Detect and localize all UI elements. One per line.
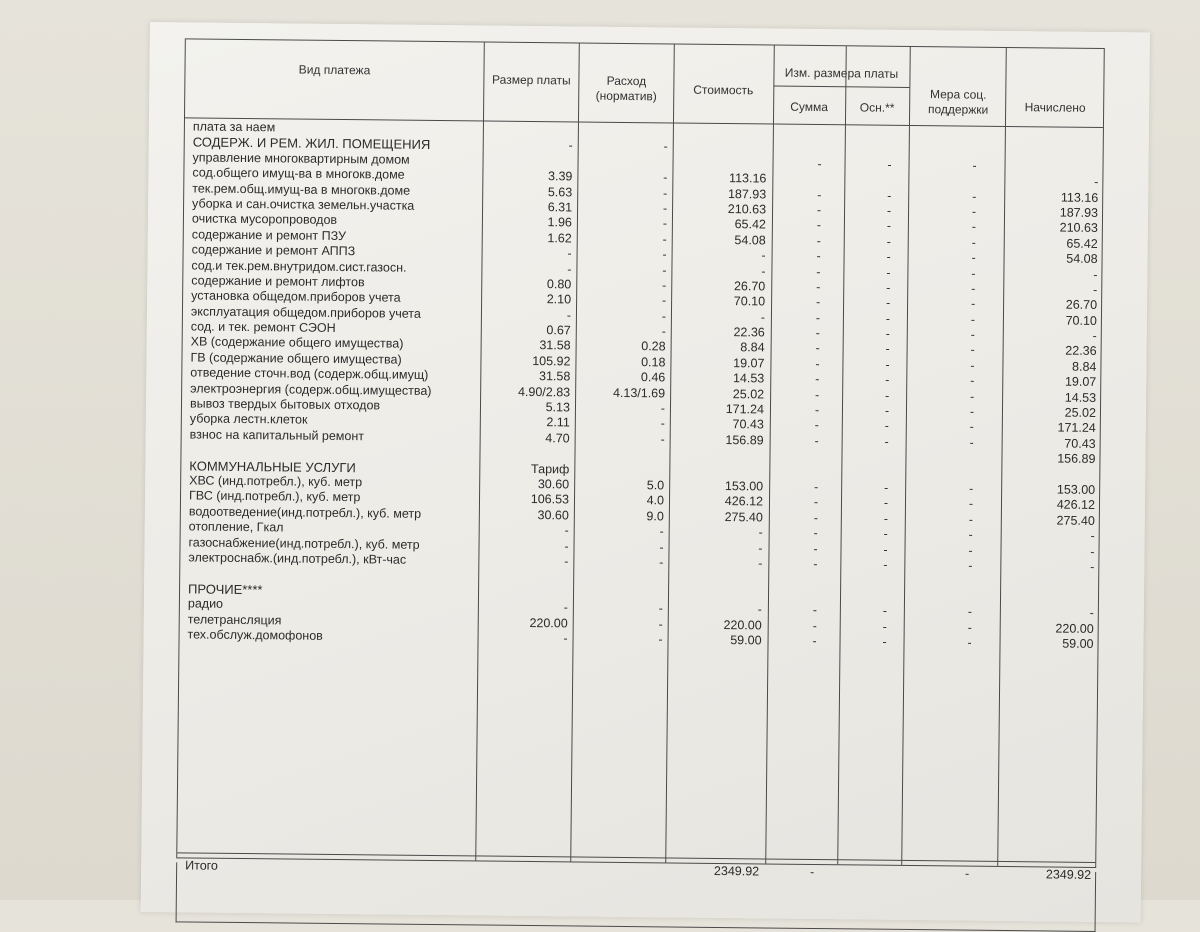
row-name: отопление, Гкал — [188, 519, 284, 535]
row-use: - — [662, 185, 668, 200]
row-mera: - — [971, 204, 977, 219]
row-nachisleno: - — [1089, 605, 1094, 621]
row-osn: - — [883, 557, 888, 572]
row-cost: 54.08 — [734, 232, 766, 248]
row-nachisleno: - — [1092, 328, 1097, 344]
row-size: - — [563, 600, 568, 615]
row-sum: - — [816, 249, 821, 264]
row-osn: - — [887, 188, 892, 203]
row-cost: - — [760, 310, 766, 325]
row-size: 1.96 — [547, 215, 572, 230]
row-cost: 113.16 — [729, 171, 767, 186]
row-use — [575, 585, 663, 586]
row-use: - — [662, 216, 667, 231]
row-size — [482, 446, 570, 447]
row-name: телетрансляция — [187, 611, 282, 627]
row-cost: - — [761, 248, 766, 263]
row-use — [577, 447, 665, 448]
row-mera: - — [969, 435, 974, 450]
header-subrule — [773, 86, 909, 88]
total-cost: 2349.92 — [713, 863, 760, 879]
total-sum: - — [809, 864, 815, 880]
row-use: - — [662, 278, 667, 293]
row-size — [480, 569, 568, 570]
row-osn: - — [886, 234, 891, 249]
row-sum: - — [816, 202, 822, 217]
row-sum: - — [817, 187, 822, 202]
row-mera: - — [971, 219, 977, 235]
row-size: 30.60 — [537, 477, 570, 492]
row-use — [575, 570, 663, 571]
row-sum: - — [816, 264, 821, 279]
row-nachisleno: 210.63 — [1059, 220, 1098, 236]
row-sum: - — [814, 433, 819, 448]
row-use: - — [663, 170, 668, 185]
row-nachisleno: 8.84 — [1072, 359, 1097, 374]
row-mera — [940, 574, 1000, 575]
row-cost — [675, 155, 767, 156]
row-mera: - — [967, 604, 973, 619]
row-name: ХВС (инд.потребл.), куб. метр — [189, 473, 363, 490]
row-size: 30.60 — [537, 507, 569, 523]
row-sum: - — [817, 156, 822, 171]
row-size: 6.31 — [547, 200, 573, 215]
row-size: 3.39 — [547, 169, 573, 184]
row-name: ХВ (содержание общего имущества) — [190, 334, 404, 352]
row-use: - — [662, 247, 667, 262]
row-osn — [861, 465, 911, 466]
row-mera: - — [969, 420, 974, 435]
row-nachisleno: 153.00 — [1056, 482, 1096, 497]
row-name: ГВС (инд.потребл.), куб. метр — [188, 488, 361, 505]
row-osn — [865, 142, 915, 143]
row-nachisleno: 59.00 — [1062, 636, 1094, 651]
row-use: - — [660, 432, 665, 447]
row-nachisleno: 171.24 — [1057, 420, 1096, 436]
row-use: - — [660, 416, 665, 431]
row-size: Тариф — [531, 461, 570, 477]
row-size: 106.53 — [530, 492, 570, 507]
row-size — [485, 153, 573, 154]
row-size: 105.92 — [532, 353, 571, 369]
row-osn — [862, 450, 912, 451]
row-nachisleno: 26.70 — [1065, 297, 1098, 313]
row-name: вывоз твердых бытовых отходов — [189, 396, 381, 413]
row-name: содержание и ремонт лифтов — [191, 273, 365, 290]
row-mera: - — [967, 635, 972, 650]
row-use: - — [660, 401, 666, 416]
row-osn: - — [885, 311, 891, 326]
row-use: - — [659, 524, 664, 539]
row-mera: - — [970, 296, 976, 311]
row-sum: - — [812, 618, 817, 633]
total-mera: - — [964, 866, 970, 881]
row-osn: - — [886, 280, 891, 295]
row-osn: - — [882, 603, 888, 618]
row-sum: - — [813, 495, 819, 510]
row-use: - — [658, 632, 663, 647]
row-sum: - — [815, 356, 820, 371]
row-use: - — [662, 232, 667, 247]
row-name: эксплуатация общедом.приборов учета — [190, 304, 421, 321]
row-cost: - — [757, 602, 762, 617]
row-osn: - — [887, 157, 892, 172]
row-mera: - — [968, 512, 973, 527]
row-mera: - — [967, 620, 972, 635]
row-mera: - — [968, 543, 973, 558]
row-osn — [860, 588, 910, 589]
header-nachisleno: Начислено — [1024, 100, 1086, 115]
row-cost — [675, 125, 767, 126]
row-use: - — [659, 539, 664, 554]
row-cost: 59.00 — [730, 633, 762, 648]
row-mera: - — [972, 189, 977, 204]
row-nachisleno — [1015, 159, 1099, 160]
footer-box — [176, 862, 1097, 932]
row-cost: 22.36 — [733, 325, 765, 340]
row-mera — [945, 127, 1005, 128]
row-size: - — [564, 538, 569, 553]
row-cost: 70.43 — [732, 417, 764, 432]
row-nachisleno: 220.00 — [1055, 621, 1094, 636]
row-cost — [672, 448, 764, 449]
row-osn: - — [884, 388, 890, 403]
row-use: - — [662, 262, 667, 277]
row-use: 9.0 — [646, 508, 664, 524]
header-rashod: Расход (норматив) — [595, 73, 657, 104]
row-size: 1.62 — [547, 230, 572, 246]
row-name: радио — [187, 596, 224, 611]
row-nachisleno: 426.12 — [1056, 497, 1096, 513]
row-mera — [940, 589, 1000, 590]
row-name: сод. и тек. ремонт СЭОН — [190, 319, 336, 336]
row-use: 4.0 — [646, 493, 665, 508]
row-sum: - — [814, 387, 820, 402]
row-osn: - — [884, 434, 889, 449]
row-osn: - — [886, 265, 891, 280]
row-name: ПРОЧИЕ**** — [187, 581, 263, 597]
row-nachisleno: - — [1093, 267, 1098, 282]
row-size: 5.13 — [545, 400, 571, 415]
row-mera: - — [968, 481, 974, 496]
row-name: очистка мусоропроводов — [191, 211, 338, 228]
row-osn: - — [882, 619, 887, 634]
row-mera: - — [970, 358, 975, 373]
row-nachisleno: 187.93 — [1059, 205, 1099, 220]
row-nachisleno: - — [1090, 529, 1095, 544]
header-razmer: Размер платы — [492, 72, 571, 88]
row-cost: 275.40 — [724, 509, 763, 525]
row-mera: - — [971, 235, 976, 250]
row-cost: 171.24 — [725, 402, 765, 417]
row-mera: - — [969, 389, 975, 404]
row-mera — [945, 143, 1005, 144]
row-sum: - — [816, 218, 822, 233]
row-use: - — [661, 293, 667, 308]
row-use: - — [663, 139, 668, 154]
header-vid: Вид платежа — [298, 62, 371, 78]
row-size: 4.70 — [545, 430, 570, 446]
row-name: содержание и ремонт ПЗУ — [191, 227, 347, 243]
row-mera: - — [970, 343, 975, 358]
total-nachisleno: 2349.92 — [1045, 867, 1092, 882]
row-osn: - — [883, 496, 889, 511]
row-mera — [941, 466, 1001, 467]
row-size: 2.10 — [546, 292, 572, 307]
row-nachisleno: 54.08 — [1066, 251, 1098, 267]
row-size: 31.58 — [538, 369, 571, 384]
row-cost: - — [758, 540, 763, 555]
row-use: - — [661, 309, 667, 324]
row-sum: - — [812, 603, 818, 618]
row-sum: - — [814, 418, 819, 433]
row-osn: - — [884, 419, 889, 434]
header-stoimost: Стоимость — [693, 82, 754, 98]
row-cost: 8.84 — [740, 340, 765, 355]
row-sum — [790, 572, 840, 573]
row-sum — [795, 141, 845, 142]
payment-rows — [180, 119, 1103, 652]
row-nachisleno: 19.07 — [1064, 374, 1097, 390]
row-name: электроснабж.(инд.потребл.), кВт-час — [188, 550, 407, 567]
row-name: уборка и сан.очистка земельн.участка — [192, 196, 415, 213]
row-cost: 26.70 — [733, 279, 766, 294]
row-cost: 156.89 — [725, 432, 764, 448]
row-sum: - — [812, 633, 817, 648]
row-sum — [791, 464, 841, 465]
row-mera: - — [970, 327, 975, 342]
row-sum: - — [816, 279, 821, 294]
row-name: плата за наем — [192, 119, 276, 135]
row-osn: - — [883, 480, 889, 495]
row-name: тех.обслуж.домофонов — [187, 627, 323, 643]
row-cost: 220.00 — [723, 617, 762, 632]
row-nachisleno: - — [1090, 544, 1095, 559]
row-size: - — [564, 523, 569, 538]
row-name: содержание и ремонт АППЗ — [191, 242, 356, 259]
row-cost: 426.12 — [724, 494, 764, 509]
row-cost: - — [758, 556, 763, 571]
row-size: - — [567, 261, 572, 276]
row-osn: - — [884, 403, 890, 418]
row-cost: 210.63 — [727, 202, 767, 217]
row-size: 4.90/2.83 — [517, 384, 571, 400]
row-name: электроэнергия (содерж.общ.имущества) — [190, 381, 432, 398]
row-nachisleno: - — [1094, 175, 1099, 190]
row-name: сод.и тек.рем.внутридом.сист.газосн. — [191, 257, 407, 275]
row-nachisleno — [1015, 143, 1099, 144]
row-use: - — [658, 601, 663, 616]
row-osn: - — [885, 372, 890, 388]
row-sum — [794, 172, 844, 173]
row-osn: - — [883, 526, 888, 541]
row-name: СОДЕРЖ. И РЕМ. ЖИЛ. ПОМЕЩЕНИЯ — [192, 134, 431, 153]
row-use: - — [659, 555, 664, 570]
row-mera — [942, 451, 1002, 452]
row-nachisleno: 156.89 — [1057, 451, 1096, 467]
row-use: - — [658, 616, 663, 631]
row-size — [480, 584, 568, 585]
row-nachisleno — [1010, 574, 1094, 575]
row-sum — [792, 449, 842, 450]
row-sum: - — [815, 326, 820, 341]
row-mera: - — [971, 250, 976, 265]
row-nachisleno: 70.10 — [1065, 313, 1097, 328]
header-osn: Осн.** — [859, 100, 895, 115]
row-name: ГВ (содержание общего имущества) — [190, 350, 402, 367]
row-name: управление многоквартирным домом — [192, 150, 410, 167]
row-cost: 153.00 — [724, 479, 764, 494]
row-size: 5.63 — [547, 184, 573, 199]
row-use — [580, 124, 668, 125]
payment-table — [176, 38, 1105, 882]
row-cost: 70.10 — [733, 294, 766, 309]
row-osn: - — [885, 342, 890, 357]
row-size: 0.80 — [546, 277, 572, 292]
row-nachisleno: - — [1093, 282, 1098, 297]
row-nachisleno: 113.16 — [1060, 190, 1099, 205]
row-nachisleno — [1010, 590, 1094, 591]
row-size: - — [568, 138, 573, 153]
row-name: взнос на капитальный ремонт — [189, 427, 365, 444]
row-nachisleno: 22.36 — [1065, 344, 1097, 359]
row-use: - — [661, 324, 666, 339]
row-use: - — [662, 201, 668, 216]
row-sum: - — [815, 310, 821, 325]
row-name: газоснабжение(инд.потребл.), куб. метр — [188, 534, 420, 552]
row-osn: - — [883, 542, 888, 557]
row-use — [576, 462, 664, 463]
row-sum: - — [813, 526, 818, 541]
row-use: 0.28 — [641, 339, 666, 354]
row-osn: - — [886, 203, 892, 218]
row-sum: - — [813, 510, 818, 525]
row-mera: - — [970, 373, 975, 388]
row-cost: - — [758, 525, 763, 540]
row-mera: - — [968, 558, 973, 573]
row-nachisleno: 65.42 — [1066, 236, 1098, 251]
row-sum: - — [815, 341, 820, 356]
row-cost — [670, 586, 762, 587]
row-cost: 65.42 — [734, 217, 766, 232]
row-osn: - — [885, 357, 890, 372]
row-cost: - — [761, 263, 766, 278]
row-size: - — [563, 631, 568, 646]
receipt-paper — [141, 22, 1150, 922]
row-name: установка общедом.приборов учета — [191, 288, 401, 305]
row-mera: - — [971, 266, 976, 281]
row-name: водоотведение(инд.потребл.), куб. метр — [188, 504, 422, 521]
row-mera: - — [970, 312, 976, 327]
row-cost — [670, 571, 762, 572]
total-label: Итого — [185, 858, 219, 873]
row-use: 5.0 — [646, 478, 665, 493]
row-mera — [944, 173, 1004, 174]
row-size: 31.58 — [539, 338, 571, 353]
header-summa: Сумма — [790, 99, 829, 115]
row-name: уборка лестн.клеток — [189, 411, 308, 428]
row-nachisleno: 14.53 — [1064, 390, 1097, 405]
row-osn — [860, 573, 910, 574]
row-cost: 14.53 — [732, 371, 765, 386]
row-nachisleno: 70.43 — [1064, 436, 1096, 451]
row-size: 0.67 — [546, 323, 571, 338]
row-sum: - — [814, 479, 819, 495]
row-sum — [795, 126, 845, 127]
header-izm: Изм. размера платы — [784, 65, 899, 81]
row-sum: - — [814, 403, 820, 418]
row-mera: - — [972, 158, 977, 173]
row-nachisleno — [1015, 128, 1099, 129]
row-sum: - — [815, 295, 821, 310]
row-sum: - — [813, 541, 818, 556]
row-osn: - — [885, 296, 891, 311]
row-name: сод.общего имущ-ва в многокв.доме — [192, 165, 405, 182]
row-size: 220.00 — [529, 615, 568, 630]
row-size: - — [564, 554, 569, 569]
row-use — [580, 154, 668, 155]
row-cost — [671, 463, 763, 464]
row-osn: - — [883, 511, 888, 526]
row-name: КОММУНАЛЬНЫЕ УСЛУГИ — [189, 458, 356, 475]
row-use: 0.18 — [641, 355, 666, 370]
row-use: 4.13/1.69 — [612, 385, 666, 401]
row-mera: - — [968, 496, 974, 512]
row-osn: - — [882, 634, 887, 649]
header-mera: Мера соц. поддержки — [927, 87, 989, 117]
row-osn: - — [886, 219, 892, 234]
row-use: 0.46 — [640, 370, 666, 385]
row-sum: - — [813, 556, 818, 571]
row-name: тек.рем.общ.имущ-ва в многокв.доме — [192, 181, 411, 198]
row-mera: - — [969, 404, 975, 419]
row-nachisleno: - — [1090, 559, 1095, 574]
row-osn — [865, 126, 915, 127]
row-name: отведение сточн.вод (содерж.общ.имущ) — [190, 365, 429, 383]
row-nachisleno: 275.40 — [1056, 513, 1095, 528]
row-sum — [790, 587, 840, 588]
row-sum: - — [816, 233, 821, 248]
row-size: - — [567, 246, 572, 261]
row-size — [485, 123, 573, 124]
row-mera: - — [971, 281, 976, 296]
row-osn: - — [885, 326, 890, 341]
row-sum: - — [815, 372, 820, 387]
row-cost: 25.02 — [732, 386, 765, 402]
row-cost — [675, 140, 767, 141]
row-mera: - — [968, 527, 973, 542]
row-cost: 19.07 — [733, 355, 765, 371]
row-cost: 187.93 — [727, 186, 767, 202]
row-osn: - — [886, 249, 891, 264]
row-osn — [864, 173, 914, 174]
row-nachisleno — [1011, 467, 1095, 468]
row-size: - — [566, 308, 572, 323]
row-size: 2.11 — [546, 415, 570, 430]
row-nachisleno: 25.02 — [1064, 405, 1097, 420]
